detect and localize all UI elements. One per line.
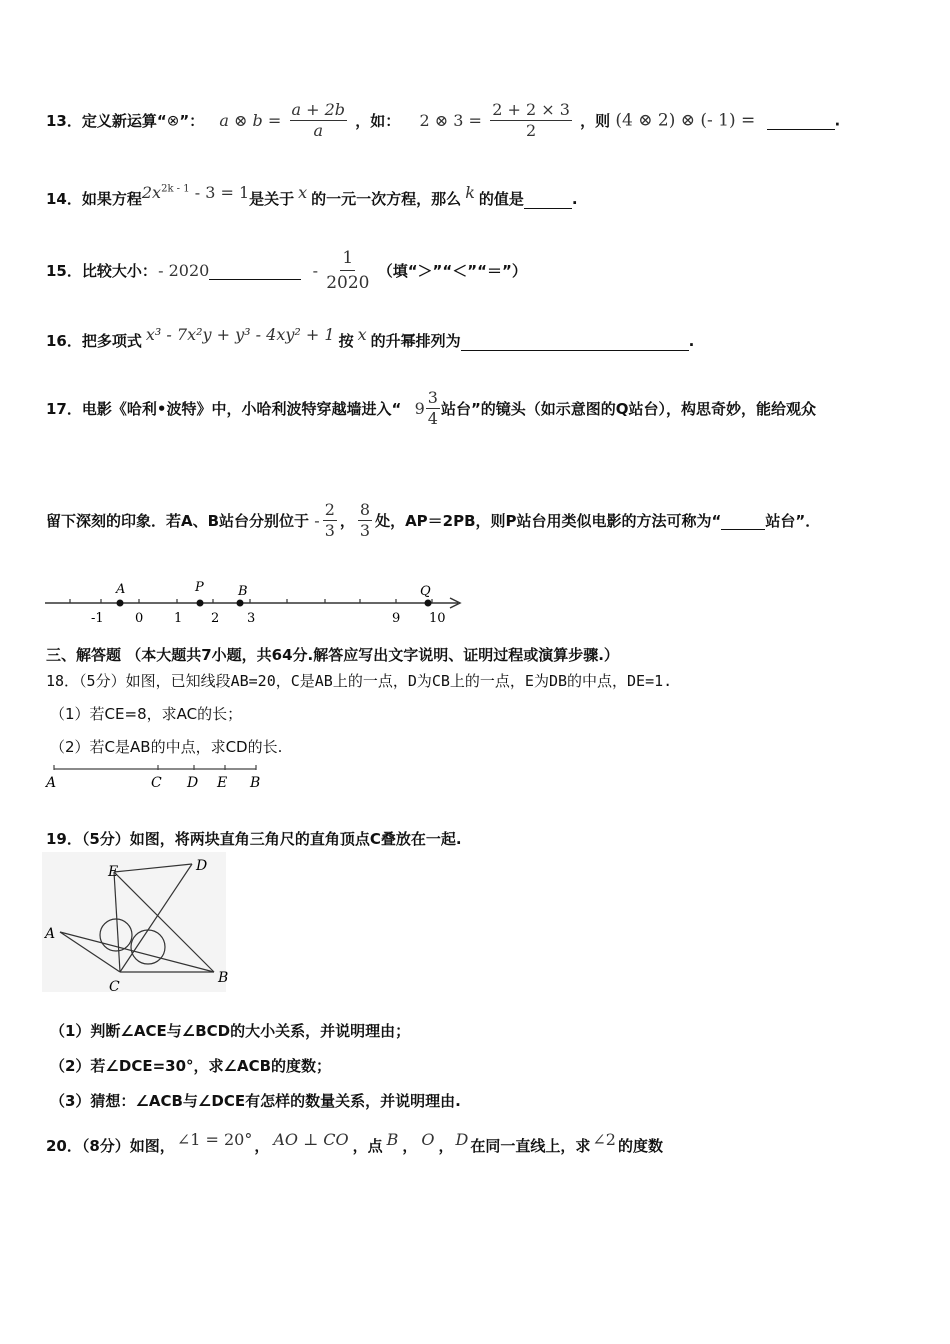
q20-point-d: D <box>455 1130 469 1149</box>
q14-lead: 14．如果方程 <box>46 190 142 208</box>
question-17 <box>46 388 816 429</box>
point-a <box>117 600 124 607</box>
q20-mid: 在同一直线上，求 <box>470 1137 591 1155</box>
q14-eq-exp: 2k - 1 <box>161 183 190 195</box>
label-a: A <box>116 582 126 597</box>
q15-minus: - <box>312 261 318 280</box>
q13-mid: ”： <box>179 112 205 130</box>
q16-mid1: 按 <box>338 332 354 350</box>
label-b: B <box>238 584 248 599</box>
number-line-figure <box>40 576 470 628</box>
q15-fraction <box>326 246 369 295</box>
q17-den: 4 <box>427 409 438 428</box>
q20-c2: ，点 <box>352 1137 383 1155</box>
segment-label-b: B <box>250 775 261 791</box>
answer-blank[interactable] <box>461 334 689 351</box>
q16-tail: . <box>688 332 695 350</box>
tick-label: 2 <box>211 611 220 626</box>
q20-c1: ， <box>254 1137 270 1155</box>
question-17-line2 <box>46 500 820 541</box>
q17-b-num: 8 <box>359 500 371 519</box>
segment-label-a: A <box>46 775 57 791</box>
q14-mid1: 是关于 <box>249 190 295 208</box>
q20-angle-1: ∠1 = 20° <box>176 1130 253 1149</box>
q15-left-value: - 2020 <box>158 261 210 280</box>
q13-ex-fraction <box>490 100 572 141</box>
q17-line2-end: 站台”． <box>765 512 821 530</box>
otimes-symbol: ⊗ <box>166 111 180 130</box>
q20-angle-2: ∠2 <box>592 1130 616 1149</box>
q16-polynomial: x³ - 7x²y + y³ - 4xy² + 1 <box>145 325 335 344</box>
answer-blank[interactable] <box>209 261 301 280</box>
q17-a-num: 2 <box>324 500 335 519</box>
q17-a-sign: - <box>314 511 320 530</box>
label-p: P <box>195 580 204 595</box>
q13-def-lhs: a ⊗ b = <box>219 111 282 130</box>
q20-point-o: O <box>421 1130 435 1149</box>
q14-eq-base: 2x <box>141 183 162 202</box>
q19-part-2: （2）若∠DCE=30°，求∠ACB的度数； <box>50 1057 332 1075</box>
figure-label-e: E <box>108 864 119 880</box>
q17-whole: 9 <box>414 399 425 418</box>
question-13 <box>46 100 840 141</box>
q15-den: 2020 <box>326 273 370 293</box>
tick-label: 9 <box>392 611 401 626</box>
q15-tail: （填“＞”“＜”“＝”） <box>377 262 527 280</box>
question-14 <box>46 183 578 209</box>
question-20 <box>46 1130 663 1156</box>
q17-num: 3 <box>427 388 438 407</box>
q17-a-den: 3 <box>324 521 335 540</box>
figure-label-a: A <box>45 926 56 942</box>
figure-label-c: C <box>109 979 120 995</box>
q13-then-label: ，则 <box>580 112 611 130</box>
label-q: Q <box>420 584 431 599</box>
tick-label: 1 <box>174 611 183 626</box>
segment-label-d: D <box>187 775 199 791</box>
segment-label-c: C <box>151 775 162 791</box>
figure-label-b: B <box>218 970 229 986</box>
q13-example-label: ，如： <box>355 112 401 130</box>
q13-ex-num: 2 + 2 × 3 <box>492 100 570 119</box>
point-b <box>237 600 244 607</box>
q14-equation <box>142 183 249 202</box>
tick-label: 0 <box>135 611 144 626</box>
q20-c3: ， <box>402 1137 418 1155</box>
q13-tail: . <box>834 111 841 130</box>
q19-part-3: （3）猜想：∠ACB与∠DCE有怎样的数量关系，并说明理由. <box>50 1092 461 1110</box>
segment-figure <box>44 762 270 794</box>
q13-ex-lhs: 2 ⊗ 3 = <box>419 111 482 130</box>
q17-line2-lead: 留下深刻的印象．若A、B站台分别位于 <box>46 512 310 530</box>
q14-var-x: x <box>298 183 308 202</box>
q17-line1-tail: 站台”的镜头（如示意图的Q站台），构思奇妙，能给观众 <box>440 400 817 418</box>
tick-label: -1 <box>91 611 104 626</box>
q16-mid2: 的升幂排列为 <box>370 332 461 350</box>
q17-b-fraction <box>358 500 372 541</box>
q20-point-b: B <box>386 1130 399 1149</box>
section-3-title: 三、解答题 （本大题共7小题，共64分.解答应写出文字说明、证明过程或演算步骤.） <box>46 646 619 664</box>
q14-mid2: 的一元一次方程，那么 <box>311 190 462 208</box>
q14-mid3: 的值是 <box>478 190 524 208</box>
segment-label-e: E <box>217 775 228 791</box>
q20-tail: 的度数 <box>617 1137 663 1155</box>
q16-var: x <box>357 325 367 344</box>
q14-tail: . <box>571 190 578 208</box>
q18-part-2: （2）若C是AB的中点，求CD的长. <box>50 738 283 756</box>
q15-num: 1 <box>340 246 355 271</box>
answer-blank[interactable] <box>721 511 765 530</box>
point-q <box>425 600 432 607</box>
figure-label-d: D <box>196 858 208 874</box>
q17-line2-tail: 处，AP＝2PB，则P站台用类似电影的方法可称为“ <box>375 512 722 530</box>
tick-label: 3 <box>247 611 256 626</box>
q17-b-den: 3 <box>359 521 371 540</box>
q18-part-1: （1）若CE=8，求AC的长； <box>50 705 243 723</box>
question-15 <box>46 246 527 295</box>
q14-var-k: k <box>465 183 475 202</box>
question-19: 19．（5分）如图，将两块直角三角尺的直角顶点C叠放在一起. <box>46 830 462 848</box>
q13-def-num: a + 2b <box>291 100 346 119</box>
q20-perpendicular: AO ⊥ CO <box>273 1130 349 1149</box>
q13-ex-den: 2 <box>525 121 537 140</box>
q13-lead: 13．定义新运算“ <box>46 112 167 130</box>
q16-lead: 16．把多项式 <box>46 332 142 350</box>
q20-c4: ， <box>438 1137 454 1155</box>
q17-line1-lead: 17．电影《哈利•波特》中，小哈利波特穿越墙进入“ <box>46 400 402 418</box>
tick-label: 10 <box>429 611 446 626</box>
q15-lead: 15．比较大小： <box>46 262 157 280</box>
q19-part-1: （1）判断∠ACE与∠BCD的大小关系，并说明理由； <box>50 1022 411 1040</box>
q17-sep: ， <box>339 512 355 530</box>
q13-def-den: a <box>313 121 324 140</box>
answer-blank[interactable] <box>524 192 572 209</box>
q17-mixed-fraction <box>426 388 440 429</box>
triangles-figure <box>42 852 242 996</box>
q20-lead: 20．（8分）如图， <box>46 1137 175 1155</box>
q14-eq-rest: - 3 = 1 <box>189 183 250 202</box>
q13-def-fraction <box>290 100 348 141</box>
point-p <box>197 600 204 607</box>
question-18: 18．（5分）如图，已知线段AB=20，C是AB上的一点，D为CB上的一点，E为DB的中点，DE=1. <box>46 672 673 690</box>
q13-expression: (4 ⊗ 2) ⊗ (- 1) = <box>615 110 756 131</box>
q17-a-fraction <box>323 500 337 541</box>
answer-blank[interactable] <box>767 111 835 130</box>
question-16 <box>46 325 695 351</box>
